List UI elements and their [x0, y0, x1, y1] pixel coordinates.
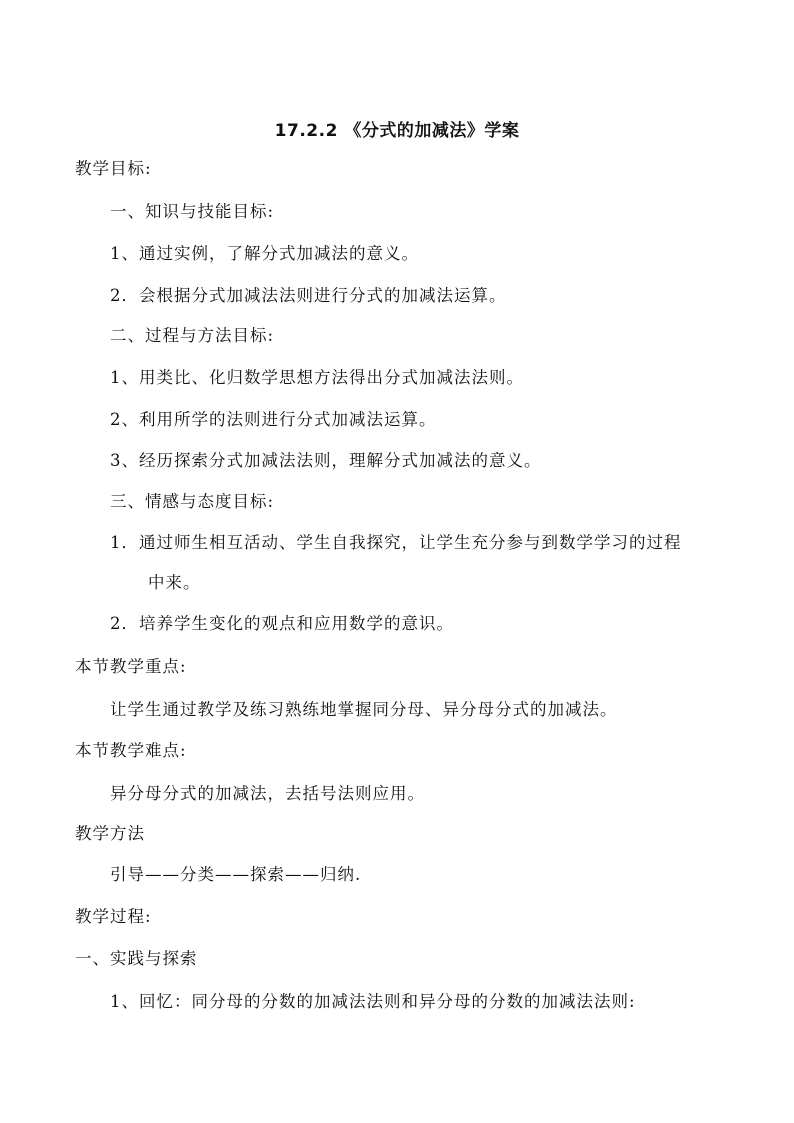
goal-item: 1、通过实例，了解分式加减法的意义。 [110, 244, 419, 263]
teaching-method-text: 引导——分类——探索——归纳. [110, 865, 362, 884]
goal-item: 1．通过师生相互活动、学生自我探究，让学生充分参与到数学学习的过程 [110, 533, 682, 552]
heading-teaching-method: 教学方法 [75, 824, 145, 843]
heading-teaching-goals: 教学目标: [75, 159, 152, 178]
key-points-text: 让学生通过教学及练习熟练地掌握同分母、异分母分式的加减法。 [110, 700, 618, 719]
difficult-points-text: 异分母分式的加减法，去括号法则应用。 [110, 784, 425, 803]
goal-item: 2．会根据分式加减法法则进行分式的加减法运算。 [110, 286, 507, 305]
goal-item-continuation: 中来。 [148, 573, 201, 592]
heading-process-method: 二、过程与方法目标: [110, 326, 275, 345]
practice-item: 1、回忆：同分母的分数的加减法法则和异分母的分数的加减法法则: [110, 992, 636, 1011]
heading-teaching-process: 教学过程: [75, 907, 152, 926]
document-title: 17.2.2 《分式的加减法》学案 [274, 121, 520, 141]
goal-item: 2、利用所学的法则进行分式加减法运算。 [110, 410, 437, 429]
goal-item: 3、经历探索分式加减法法则，理解分式加减法的意义。 [110, 451, 542, 470]
heading-key-points: 本节教学重点: [75, 657, 187, 676]
goal-item: 1、用类比、化归数学思想方法得出分式加减法法则。 [110, 368, 524, 387]
heading-knowledge-skills: 一、知识与技能目标: [110, 202, 275, 221]
heading-difficult-points: 本节教学难点: [75, 741, 187, 760]
goal-item: 2．培养学生变化的观点和应用数学的意识。 [110, 614, 454, 633]
heading-emotion-attitude: 三、情感与态度目标: [110, 492, 275, 511]
heading-practice-explore: 一、实践与探索 [75, 949, 198, 968]
